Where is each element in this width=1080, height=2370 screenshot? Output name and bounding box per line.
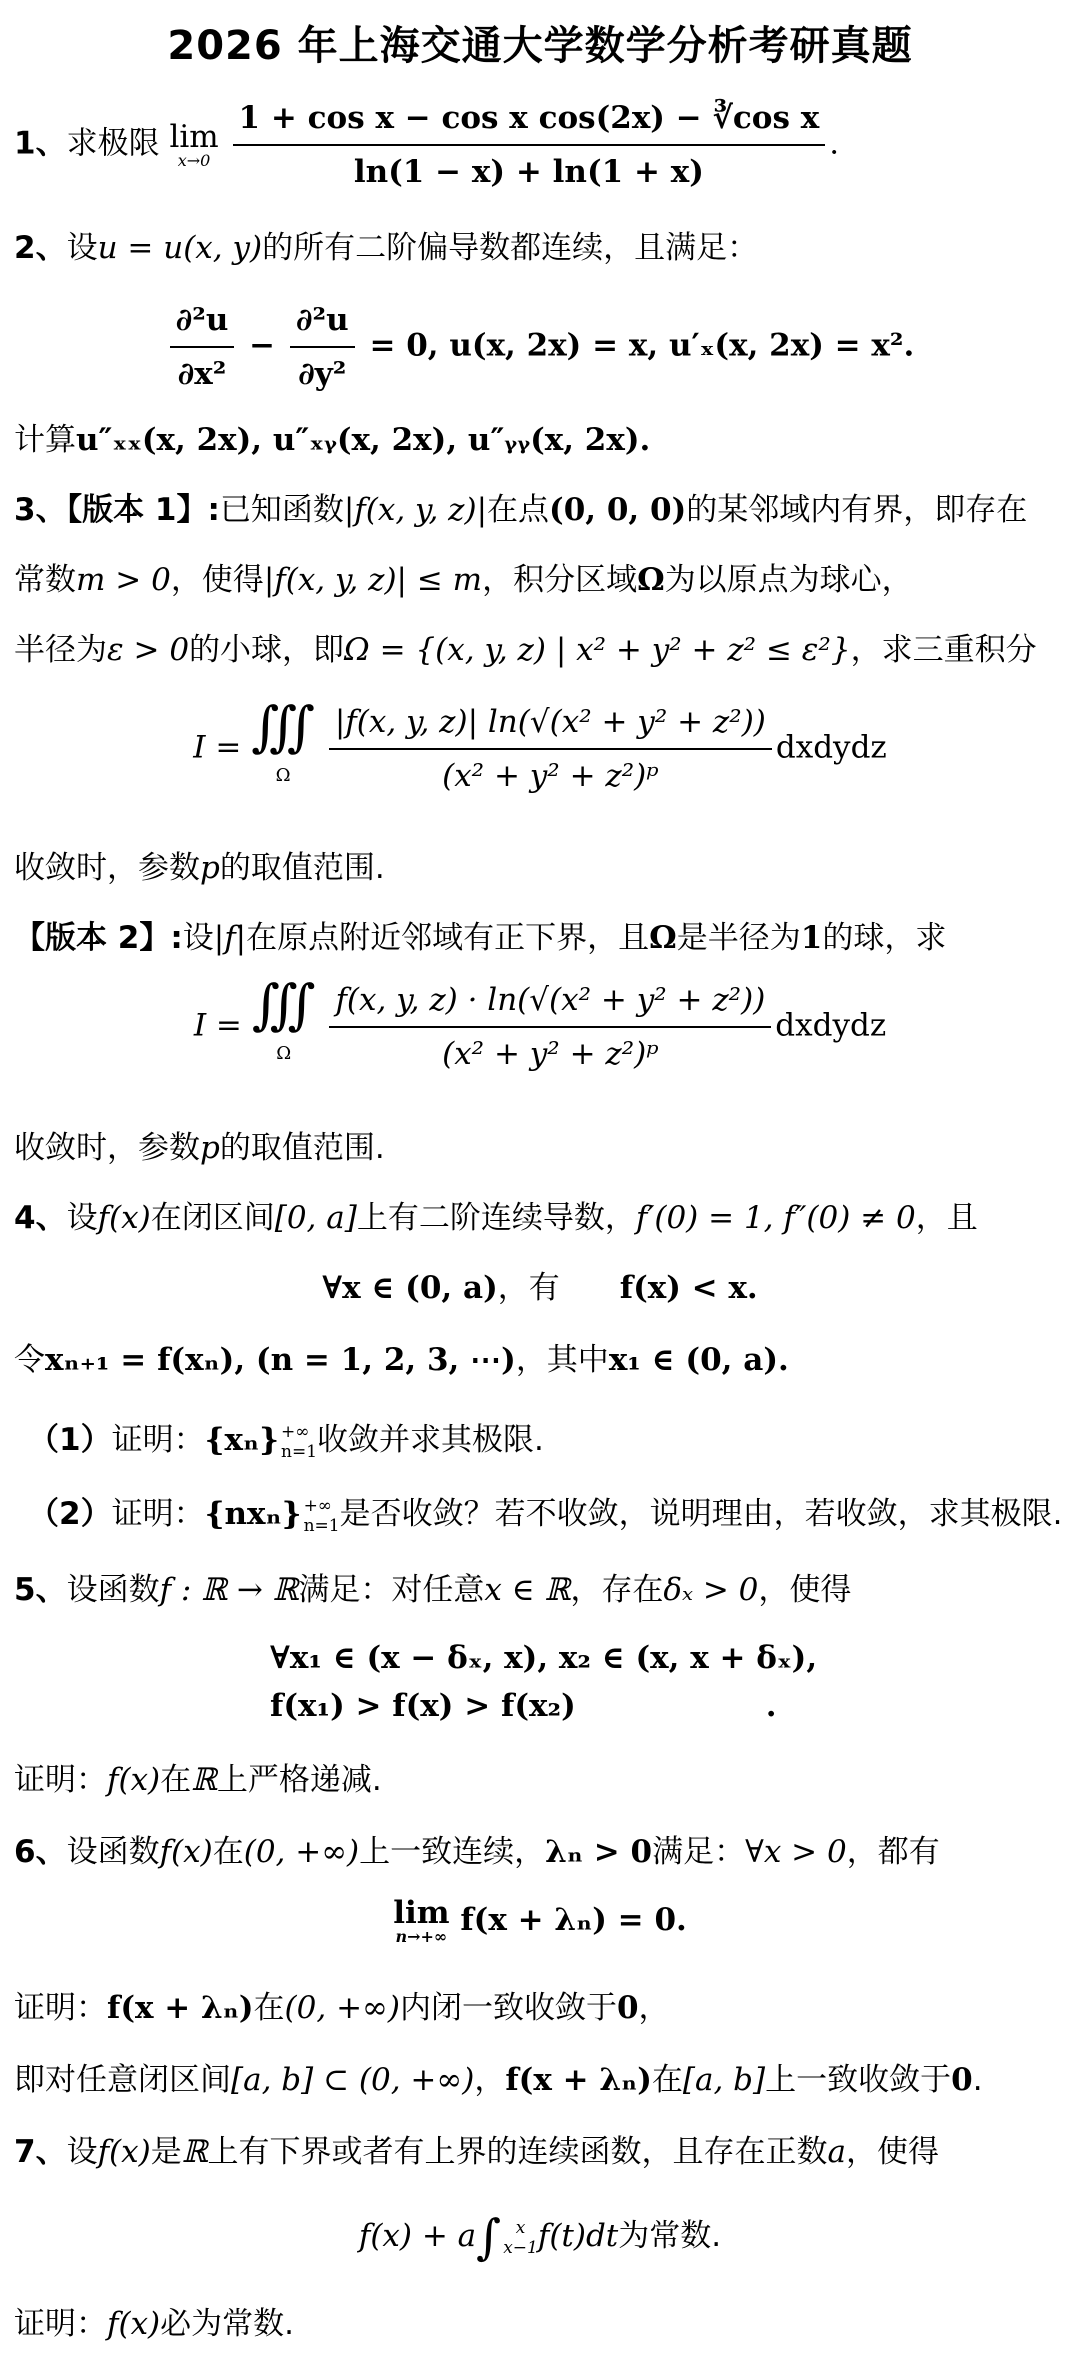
problem-5-display-2	[270, 1684, 777, 1728]
p6-math-4a: [a, b] ⊂ (0, +∞)	[231, 2062, 475, 2098]
p7-text-3a: 证明：	[14, 2306, 107, 2342]
p4-q2-text-b: 是否收敛？若不收敛，说明理由，若收敛，求其极限.	[339, 1496, 1063, 1532]
problem-4-label: 4、	[14, 1200, 67, 1236]
p3-conv2-math: p	[200, 1130, 220, 1166]
problem-5-label: 5、	[14, 1572, 67, 1608]
p3-text-3a: 半径为	[14, 632, 107, 668]
triple-integral-domain: Ω	[276, 1043, 292, 1064]
p4-display-math-b: f(x) < x.	[619, 1270, 758, 1306]
p6-text-3b: 在	[253, 1990, 285, 2026]
p4-q2-sub: n=1	[303, 1515, 340, 1536]
p3-conv2-text-b: 的取值范围.	[219, 1130, 385, 1166]
p4-math-a: f(x)	[97, 1200, 151, 1236]
p3-math-3a: ε > 0	[107, 632, 190, 668]
p4-text-3a: 令	[14, 1342, 45, 1378]
p3-v2-math-a: |f|	[213, 920, 247, 956]
problem-7-display	[0, 2206, 1080, 2268]
problem-3-version-2	[14, 916, 946, 960]
problem-7-line-1	[14, 2130, 939, 2174]
p6-limit-subscript: n→+∞	[395, 1927, 448, 1946]
problem-1-label: 1、	[14, 125, 67, 162]
partial-yy-den: ∂y²	[298, 356, 347, 392]
p4-q1-sub: n=1	[281, 1441, 318, 1462]
p3-conv-text-a: 收敛时，参数	[14, 850, 200, 886]
p3-text-1c: 的某邻域内有界，即存在	[686, 492, 1028, 528]
triple-integral-2	[251, 973, 316, 1076]
p5-text-b: 满足：对任意	[298, 1572, 485, 1608]
problem-3-line-3	[14, 628, 1037, 672]
problem-4-line-1	[14, 1196, 978, 1240]
p6-text-4a: 即对任意闭区间	[14, 2062, 231, 2098]
p6-text-c: 上一致连续，	[359, 1834, 546, 1870]
p4-display-math-a: ∀x ∈ (0, a)	[322, 1270, 498, 1306]
p6-text-3a: 证明：	[14, 1990, 107, 2026]
version-1-label: 【版本 1】:	[66, 492, 220, 528]
p6-text-b: 在	[212, 1834, 244, 1870]
p6-math-d: ∀x > 0	[745, 1834, 847, 1870]
p7-text-a: 设	[66, 2134, 98, 2170]
p5-math-b: x ∈ ℝ	[484, 1572, 571, 1608]
p6-text-a: 设函数	[66, 1834, 160, 1870]
triple-integral-1	[251, 695, 315, 798]
p3-math-2c: Ω	[637, 562, 665, 598]
p7-display-text: 为常数.	[618, 2218, 722, 2254]
problem-1-numerator: 1 + cos x − cos x cos(2x) − ∛cos x	[233, 96, 826, 146]
limit-operator	[169, 118, 219, 170]
limit-lim: lim	[169, 118, 219, 155]
minus-sign: −	[249, 327, 276, 364]
p3-text-3b: 的小球，即	[189, 632, 345, 668]
problem-4-display	[0, 1266, 1080, 1310]
problem-2-label: 2、	[14, 230, 67, 266]
p7-integral-lower: x−1	[503, 2237, 538, 2258]
problem-6-label: 6、	[14, 1834, 67, 1870]
problem-4-part-2	[28, 1492, 1062, 1536]
p3-math-2a: m > 0	[76, 562, 171, 598]
p3-conv-math: p	[200, 850, 220, 886]
p4-q1-text-a: 证明：	[111, 1422, 205, 1458]
integral-2-lhs: I =	[193, 1007, 242, 1044]
p6-math-3b: (0, +∞)	[284, 1990, 400, 2026]
triple-integral-symbol: ∭	[251, 695, 315, 758]
p6-math-3a: f(x + λₙ)	[107, 1990, 254, 2026]
integral-1-differential: dxdydz	[775, 729, 887, 766]
p6-math-4c: [a, b]	[682, 2062, 766, 2098]
p6-text-d: 满足：	[652, 1834, 746, 1870]
p5-text-d: ，使得	[758, 1572, 852, 1608]
integral-1-lhs: I =	[193, 729, 242, 766]
p5-text-4c: 上严格递减.	[216, 1762, 382, 1798]
problem-2-conditions: = 0, u(x, 2x) = x, u′ₓ(x, 2x) = x².	[369, 327, 915, 364]
p4-text-a: 设	[66, 1200, 98, 1236]
p4-text-3b: ，其中	[515, 1342, 609, 1378]
problem-3-conv-1	[14, 846, 385, 890]
problem-3-label: 3、	[14, 492, 67, 528]
p3-text-1b: 在点	[487, 492, 550, 528]
p4-math-3b: x₁ ∈ (0, a).	[608, 1342, 789, 1378]
p7-math-c: a	[827, 2134, 846, 2170]
p4-q2-sup: +∞	[303, 1495, 332, 1516]
p3-text-3c: ，求三重积分	[850, 632, 1037, 668]
p6-limit-expression: f(x + λₙ) = 0.	[460, 1902, 687, 1938]
problem-1-fraction	[233, 96, 826, 194]
partial-yy-num: ∂²u	[290, 298, 355, 348]
p6-math-c: λₙ > 0	[545, 1834, 653, 1870]
p6-math-4d: 0	[951, 2062, 973, 2098]
p3-conv2-text-a: 收敛时，参数	[14, 1130, 200, 1166]
p3-v2-math-b: Ω	[649, 920, 677, 956]
p4-math-c: f′(0) = 1, f″(0) ≠ 0	[635, 1200, 916, 1236]
p3-v2-text-d: 的球，求	[822, 920, 947, 956]
p4-q2-text-a: 证明：	[111, 1496, 205, 1532]
problem-2-line-3	[14, 418, 650, 462]
p7-display-math-b: f(t)dt	[537, 2218, 619, 2254]
p7-text-b: 是	[150, 2134, 182, 2170]
p7-text-3b: 必为常数.	[160, 2306, 295, 2342]
p6-limit-operator	[393, 1895, 450, 1946]
problem-4-line-3	[14, 1338, 789, 1382]
p4-display-text: ，有	[497, 1270, 560, 1306]
integral-1-numerator: |f(x, y, z)| ln(√(x² + y² + z²))	[329, 700, 772, 750]
integral-2-display	[0, 973, 1080, 1076]
p6-limit-lim: lim	[393, 1895, 450, 1931]
p4-text-d: ，且	[915, 1200, 978, 1236]
p3-conv-text-b: 的取值范围.	[219, 850, 385, 886]
limit-subscript: x→0	[177, 150, 211, 170]
p5-text-4a: 证明：	[14, 1762, 107, 1798]
p5-math-4a: f(x)	[107, 1762, 161, 1798]
problem-3-line-2	[14, 558, 913, 602]
problem-4-part-1	[28, 1418, 544, 1462]
p3-math-1b: (0, 0, 0)	[549, 492, 687, 528]
p3-text-2d: 为以原点为球心，	[664, 562, 913, 598]
p3-text-2a: 常数	[14, 562, 76, 598]
p4-q1-math: {xₙ}	[204, 1422, 280, 1458]
partial-yy-fraction	[290, 298, 355, 396]
p6-math-b: (0, +∞)	[243, 1834, 360, 1870]
p5-math-c: δₓ > 0	[663, 1572, 759, 1608]
integral-2-numerator: f(x, y, z) · ln(√(x² + y² + z²))	[329, 978, 771, 1028]
p4-q1-label: （1）	[28, 1422, 112, 1458]
p4-math-b: [0, a]	[274, 1200, 357, 1236]
problem-7-label: 7、	[14, 2134, 67, 2170]
p6-math-a: f(x)	[159, 1834, 213, 1870]
p4-text-c: 上有二阶连续导数，	[356, 1200, 636, 1236]
problem-3-conv-2	[14, 1126, 385, 1170]
triple-integral-domain: Ω	[275, 765, 291, 786]
p7-math-b: ℝ	[181, 2134, 208, 2170]
p7-math-a: f(x)	[97, 2134, 151, 2170]
p3-v2-text-a: 设	[182, 920, 214, 956]
p6-text-4d: 上一致收敛于	[765, 2062, 952, 2098]
problem-1-text: 求极限	[66, 125, 160, 162]
p3-math-3b: Ω = {(x, y, z) | x² + y² + z² ≤ ε²}	[344, 632, 851, 668]
p3-v2-math-c: 1	[800, 920, 823, 956]
p6-text-4c: 在	[651, 2062, 683, 2098]
p4-q1-sup: +∞	[281, 1421, 310, 1442]
p3-text-2b: ，使得	[170, 562, 264, 598]
problem-1-end: .	[829, 125, 840, 162]
p7-text-d: ，使得	[845, 2134, 939, 2170]
p4-math-3a: xₙ₊₁ = f(xₙ), (n = 1, 2, 3, ⋯)	[45, 1342, 516, 1378]
problem-5-display-1: ∀x₁ ∈ (x − δₓ, x), x₂ ∈ (x, x + δₓ),	[270, 1640, 818, 1676]
p6-text-4b: ，	[474, 2062, 506, 2098]
partial-xx-fraction	[170, 298, 235, 396]
p5-math-4b: ℝ	[191, 1762, 217, 1798]
p3-text-1a: 已知函数	[219, 492, 344, 528]
problem-1-denominator: ln(1 − x) + ln(1 + x)	[353, 154, 704, 190]
p5-text-a: 设函数	[66, 1572, 160, 1608]
integral-1-display	[0, 695, 1080, 798]
p7-integral-upper: x	[515, 2217, 526, 2238]
partial-xx-num: ∂²u	[170, 298, 235, 348]
page-title: 2026 年上海交通大学数学分析考研真题	[167, 23, 913, 69]
problem-6-display	[0, 1895, 1080, 1946]
problem-2-display	[0, 298, 1080, 396]
problem-5-line-1	[14, 1568, 851, 1612]
p6-text-3c: 内闭一致收敛于	[399, 1990, 617, 2026]
integral-2-fraction	[329, 978, 771, 1076]
problem-2-line-1	[14, 226, 758, 270]
p4-q1-text-b: 收敛并求其极限.	[317, 1422, 544, 1458]
partial-xx-den: ∂x²	[177, 356, 227, 392]
problem-6-line-4	[14, 2058, 983, 2102]
problem-2-compute-text: 计算	[14, 422, 76, 458]
p3-text-2c: ，积分区域	[482, 562, 638, 598]
p4-q2-math: {nxₙ}	[204, 1496, 302, 1532]
p6-text-4e: .	[972, 2062, 983, 2098]
p5-text-4b: 在	[160, 1762, 192, 1798]
problem-6-line-3	[14, 1986, 670, 2030]
problem-7-line-3	[14, 2302, 294, 2346]
integral-symbol: ∫	[476, 2209, 502, 2266]
p5-math-a: f : ℝ → ℝ	[159, 1572, 299, 1608]
problem-2-text-b: 的所有二阶偏导数都连续，且满足：	[262, 230, 759, 266]
p6-text-3d: ，	[638, 1990, 670, 2026]
p4-q2-limits	[304, 1496, 340, 1536]
p7-text-c: 上有下界或者有上界的连续函数，且存在正数	[207, 2134, 828, 2170]
problem-3-line-1	[14, 488, 1027, 532]
problem-2-math-a: u = u(x, y)	[97, 230, 263, 266]
p7-display-math-a: f(x) + a	[358, 2218, 477, 2254]
problem-1	[14, 96, 839, 194]
problem-2-text-a: 设	[66, 230, 98, 266]
triple-integral-symbol: ∭	[251, 973, 316, 1036]
problem-2-compute-math: u″ₓₓ(x, 2x), u″ₓᵧ(x, 2x), u″ᵧᵧ(x, 2x).	[76, 422, 651, 458]
p5-display-2-math: f(x₁) > f(x) > f(x₂)	[270, 1688, 576, 1724]
integral-2-differential: dxdydz	[775, 1007, 887, 1044]
version-2-label: 【版本 2】:	[14, 920, 183, 956]
integral-1-denominator: (x² + y² + z²)ᵖ	[442, 758, 659, 794]
p6-text-e: ，都有	[846, 1834, 940, 1870]
p4-q1-limits	[281, 1422, 317, 1462]
p6-math-3c: 0	[616, 1990, 639, 2026]
p6-math-4b: f(x + λₙ)	[505, 2062, 652, 2098]
p7-math-3a: f(x)	[107, 2306, 161, 2342]
p5-display-dot: .	[765, 1688, 777, 1724]
problem-6-line-1	[14, 1830, 940, 1874]
integral-2-denominator: (x² + y² + z²)ᵖ	[442, 1036, 659, 1072]
p3-math-2b: |f(x, y, z)| ≤ m	[263, 562, 483, 598]
p4-text-b: 在闭区间	[150, 1200, 275, 1236]
p4-q2-label: （2）	[28, 1496, 112, 1532]
p3-v2-text-b: 在原点附近邻域有正下界，且	[246, 920, 650, 956]
integral-1-fraction	[329, 700, 772, 798]
problem-5-line-4	[14, 1758, 382, 1802]
p3-math-1a: |f(x, y, z)|	[343, 492, 488, 528]
p5-text-c: ，存在	[570, 1572, 664, 1608]
p3-v2-text-c: 是半径为	[676, 920, 801, 956]
p7-integral-limits	[503, 2218, 538, 2258]
